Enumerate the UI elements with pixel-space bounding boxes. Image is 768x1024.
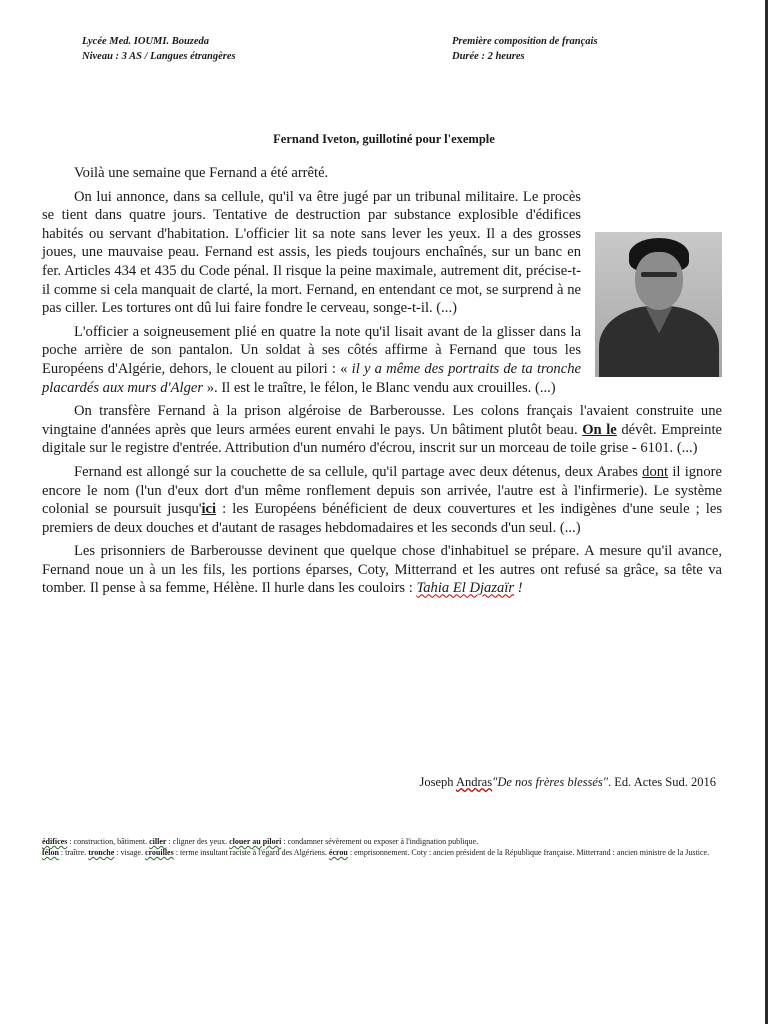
glossary-term: clouer au pilori [229,837,282,846]
p4-text-a: On transfère Fernand à la prison algéroise de Barberousse. Les colons français l'avaient construite une vingtaine d'années après que leurs armées eurent envahi le pays. Un bâtiment plutôt beau. [42,403,722,438]
p6-cry: Tahia El Djazaïr [416,580,515,597]
glossary [42,836,722,858]
class-level: Niveau : 3 AS / Langues étrangères [82,51,236,62]
author-first-name: Joseph [419,775,456,789]
paragraph-6 [42,542,722,598]
glossary-def: : traître. [58,848,89,857]
glossary-line-2 [42,847,722,858]
article-body [42,164,722,603]
photo-face [635,252,683,310]
glossary-def: : visage. [114,848,145,857]
p3-text-a: L'officier a soigneusement plié en quatre la note qu'il lisait avant de la glisser dans la poche arrière de son pantalon. Un soldat à ses côtés affirme à Fernand que tous les Européens d'Algérie, dehors, le clouent au pilori : « [42,323,581,377]
p6-text-a: Les prisonniers de Barberousse devinent que quelque chose d'inhabituel se prépare. A mesure qu'il avance, Fernand noue un à un les fils, les portions éparses, Coty, Mitterrand et les autres ont refusé sa grâce, sa tête va tomber. Il pense à sa femme, Hélène. Il hurle dans les couloirs : [42,543,722,597]
p4-underlined-on-le: On le [582,421,617,438]
school-name: Lycée Med. IOUMI. Bouzeda [82,36,210,47]
glossary-term: écrou [328,848,348,857]
p6-text-b: ! [514,580,523,597]
photo-brow [641,272,677,277]
p5-text-b: il ignore encore le nom (l'un d'eux dort d'un même ronflement depuis son arrivée, l'autre est à l'infirmerie). Le système colonial se poursuit jusqu' [42,463,722,518]
author-last-name: Andras [455,775,493,789]
header-right [452,34,692,64]
book-title: "De nos frères blessés" [492,775,609,789]
glossary-def: : cligner des yeux. [166,837,230,846]
exam-name: Première composition de français [452,36,598,47]
glossary-term: tronche [88,848,115,857]
publisher: . Ed. Actes Sud. 2016 [608,775,716,789]
glossary-term: félon [42,848,59,857]
glossary-def: : terme insultant raciste à l'égard des Algériens. [173,848,329,857]
p4-text-b: dévêt. Empreinte digitale sur le registre d'entrée. Attribution d'un numéro d'écrou, inscrit sur un morceau de toile grise - 6101. (...) [42,421,722,457]
p5-text-a: Fernand est allongé sur la couchette de sa cellule, qu'il partage avec deux détenus, deux Arabes [74,463,643,480]
glossary-term: édifices [42,837,68,846]
glossary-def: : construction, bâtiment. [67,837,150,846]
exam-duration: Durée : 2 heures [452,51,525,62]
p3-text-b: ». Il est le traître, le félon, le Blanc vendu aux crouilles. (...) [203,379,556,396]
glossary-def: : emprisonnement. Coty : ancien président de la République française. Mitterrand : ancien ministre de la Justice. [347,848,710,857]
paragraph-2: On lui annonce, dans sa cellule, qu'il va être jugé par un tribunal militaire. Le procès se tient dans quatre jours. Tentative de destruction par substance explosible d'édifices habités ou servant d'habitation. L'officier lit sa note sans lever les yeux. Il a des grosses joues, une mauvaise peau. Fernand est assis, les pieds toujours enchaînés, sur un banc en fer. Articles 434 et 435 du Code pénal. Il risque la peine maximale, autrement dit, précise-t-il comme si cela manquait de clarté, la mort. Fernand, en entendant ce mot, se surprend à ne pas ciller. Les tortures ont dû lui faire fondre le cerveau, songe-t-il. (...) [42,188,581,317]
paragraph-1: Voilà une semaine que Fernand a été arrêté. [74,165,329,181]
source-citation [420,775,717,790]
portrait-photo [595,232,722,377]
glossary-term: ciller [149,837,167,846]
glossary-line-1 [42,836,722,847]
glossary-term: crouilles [144,848,174,857]
header-left [82,34,402,64]
paragraph-4 [42,402,722,458]
p5-text-c: : les Européens bénéficient de deux couvertures et les indigènes d'une seule ; les premiers de deux douches et d'autant de rasages hebdomadaires et les seconds d'un seul. (...) [42,501,723,536]
p3-quote: il y a même des portraits de ta tronche placardés aux murs d'Alger [42,360,581,396]
paragraph-5 [42,463,722,537]
text-title: Fernand Iveton, guillotiné pour l'exemple [273,132,495,146]
p5-underlined-ici: ici [201,501,217,518]
p5-underlined-dont: dont [642,463,669,480]
glossary-def: : condamner sévèrement ou exposer à l'indignation publique. [281,837,479,846]
